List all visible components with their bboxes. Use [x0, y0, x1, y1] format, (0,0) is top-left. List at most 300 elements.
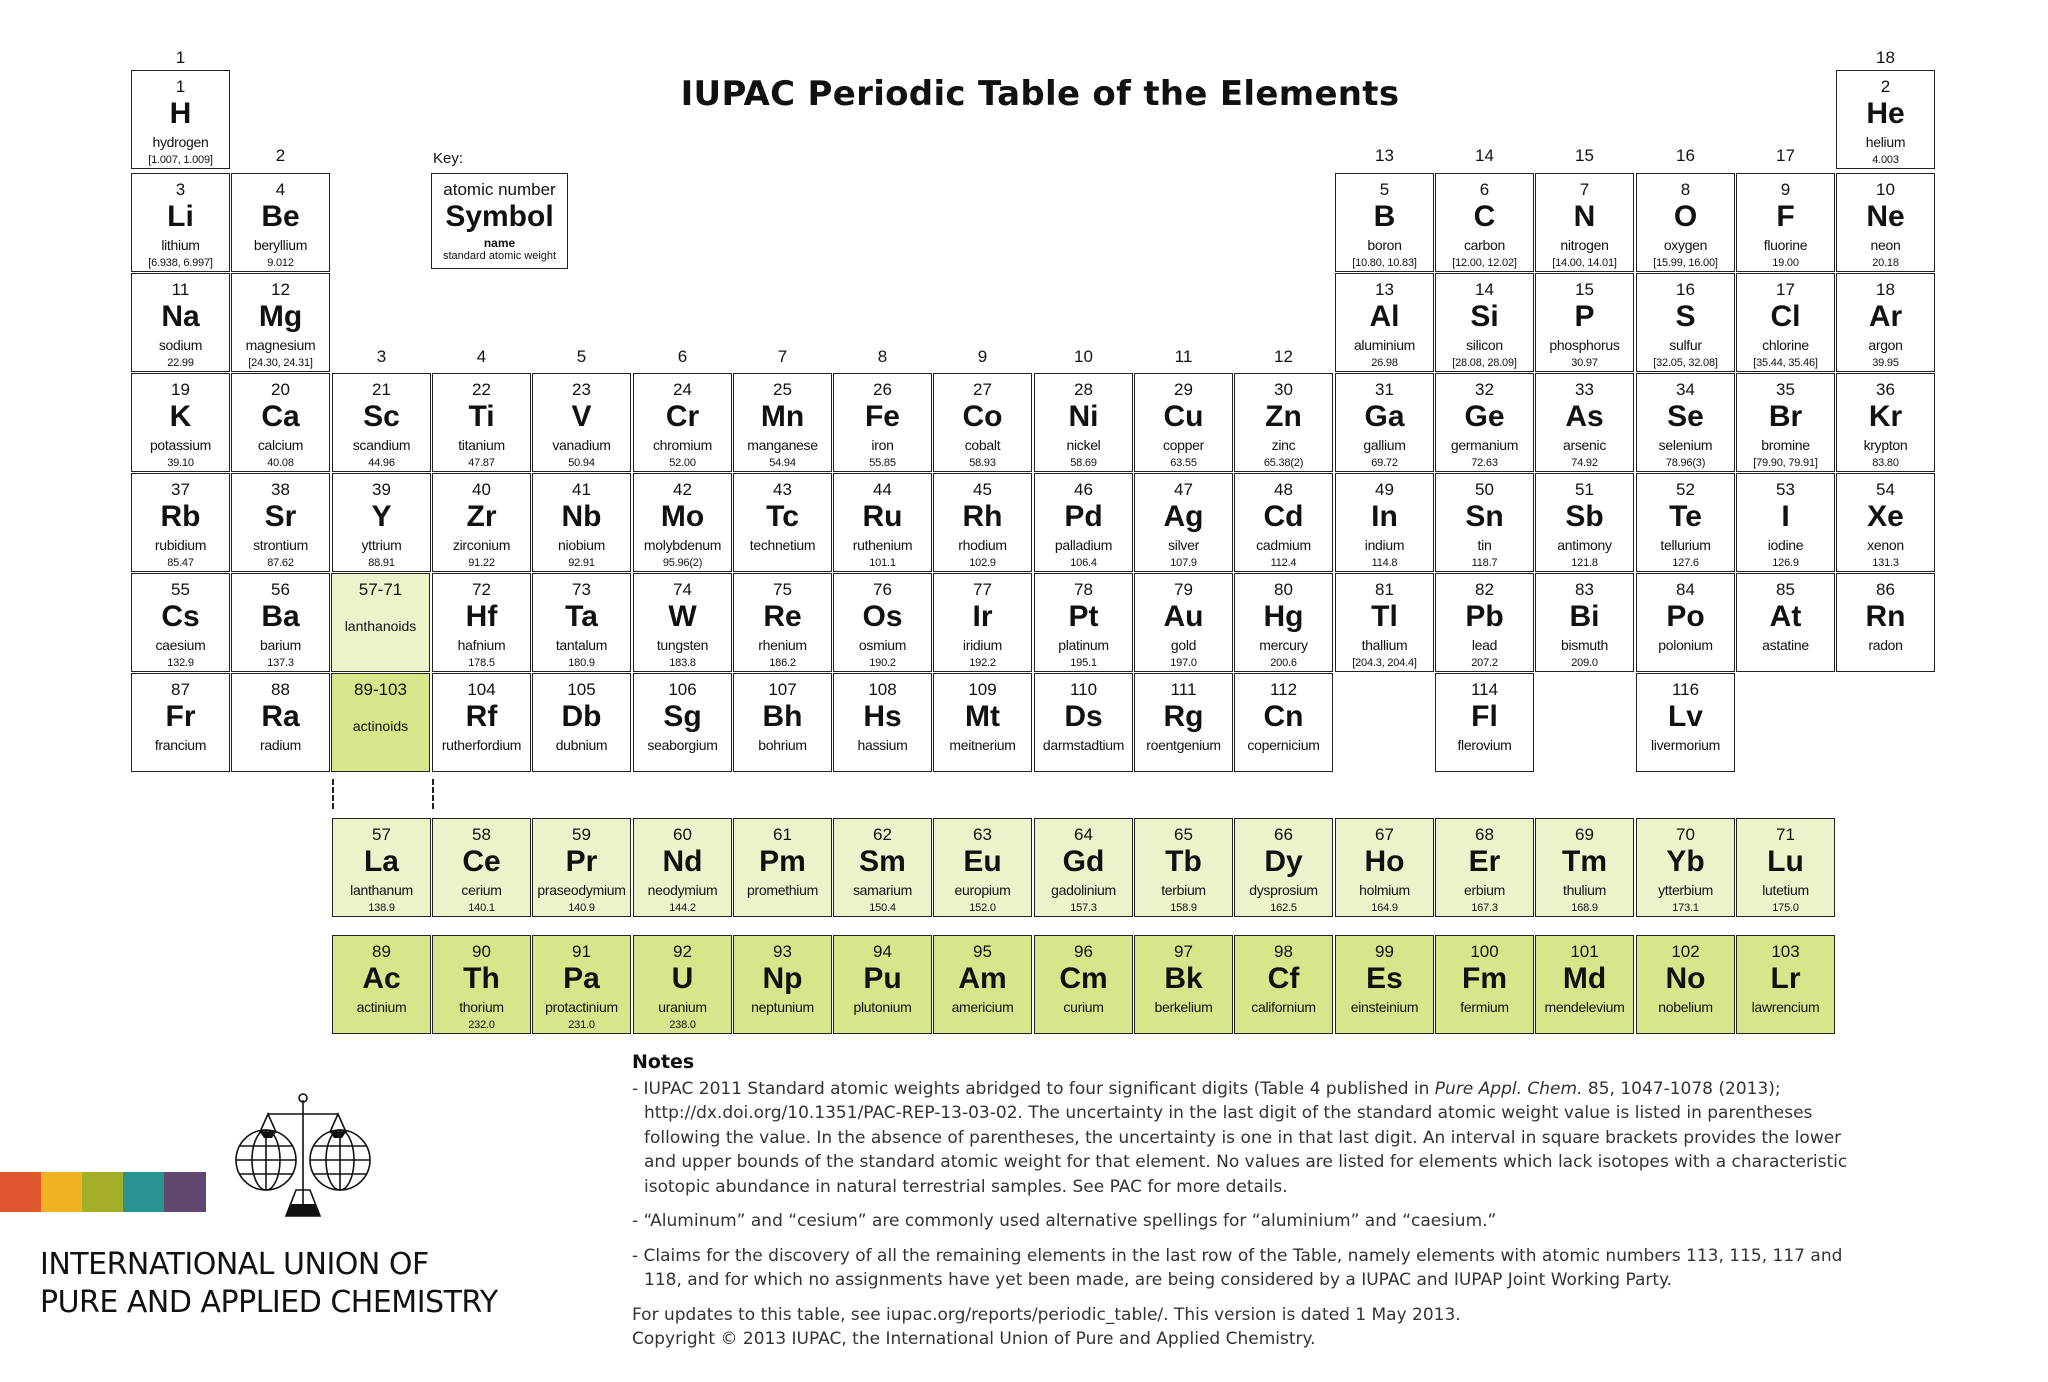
- element-name: holmium: [1359, 882, 1410, 898]
- element-cell-re: [733, 573, 832, 672]
- element-symbol: B: [1373, 200, 1396, 233]
- element-name: calcium: [257, 437, 304, 453]
- atomic-weight: 26.98: [1371, 357, 1398, 369]
- group-number-label: 18: [1876, 48, 1895, 67]
- element-symbol: Lr: [1770, 962, 1801, 995]
- element-symbol: Th: [463, 962, 500, 995]
- atomic-number: 105: [567, 680, 596, 699]
- atomic-number: 80: [1274, 580, 1293, 599]
- atomic-number: 84: [1676, 580, 1695, 599]
- element-cell-at: [1736, 573, 1835, 672]
- atomic-number: 29: [1174, 380, 1193, 399]
- atomic-weight: 47.87: [468, 457, 495, 469]
- element-name: strontium: [253, 537, 308, 553]
- atomic-number: 46: [1074, 480, 1093, 499]
- element-cell-y: [332, 473, 431, 572]
- element-cell-h: [131, 70, 230, 169]
- atomic-number: 73: [572, 580, 591, 599]
- element-name: manganese: [747, 437, 818, 453]
- atomic-weight: 78.96(3): [1665, 457, 1706, 469]
- element-symbol: Ra: [261, 700, 300, 733]
- atomic-number: 9: [1780, 180, 1791, 199]
- atomic-weight: 140.9: [568, 902, 595, 914]
- element-name: magnesium: [245, 337, 316, 353]
- atomic-weight: 164.9: [1371, 902, 1398, 914]
- element-cell-cf: [1234, 935, 1333, 1034]
- note-1-journal: Pure Appl. Chem.: [1434, 1078, 1583, 1099]
- element-cell-sm: [833, 818, 932, 917]
- element-name: osmium: [858, 637, 907, 653]
- atomic-number: 112: [1269, 680, 1298, 699]
- element-name: vanadium: [552, 437, 611, 453]
- element-name: platinum: [1058, 637, 1109, 653]
- element-name: hydrogen: [152, 134, 209, 150]
- element-cell-lu: [1736, 818, 1835, 917]
- element-symbol: Tl: [1371, 600, 1398, 633]
- atomic-weight: [28.08, 28.09]: [1452, 357, 1517, 369]
- element-name: neon: [1870, 237, 1901, 253]
- element-cell-tm: [1535, 818, 1634, 917]
- atomic-weight: 95.96(2): [662, 557, 703, 569]
- atomic-number: 11: [171, 280, 190, 299]
- element-cell-mo: [633, 473, 732, 572]
- element-cell-w: [633, 573, 732, 672]
- key-symbol: Symbol: [445, 200, 554, 233]
- atomic-number: 87: [171, 680, 190, 699]
- element-cell-hs: [833, 673, 932, 772]
- element-name: molybdenum: [643, 537, 722, 553]
- element-name: americium: [951, 999, 1014, 1015]
- element-name: chlorine: [1762, 337, 1809, 353]
- atomic-weight: 20.18: [1872, 257, 1899, 269]
- element-cell-np: [733, 935, 832, 1034]
- atomic-weight: 22.99: [167, 357, 194, 369]
- atomic-weight: 200.6: [1270, 657, 1297, 669]
- atomic-number: 99: [1375, 942, 1394, 961]
- atomic-number: 13: [1375, 280, 1394, 299]
- element-name: dubnium: [555, 737, 608, 753]
- element-cell-yb: [1636, 818, 1735, 917]
- atomic-weight: 85.47: [167, 557, 194, 569]
- element-cell-v: [532, 373, 631, 472]
- atomic-weight: 183.8: [669, 657, 696, 669]
- atomic-number: 65: [1174, 825, 1193, 844]
- element-symbol: Os: [862, 600, 903, 633]
- element-name: rhodium: [958, 537, 1007, 553]
- element-name: tellurium: [1660, 537, 1711, 553]
- element-name: fluorine: [1763, 237, 1808, 253]
- atomic-number: 27: [973, 380, 992, 399]
- element-name: iodine: [1767, 537, 1804, 553]
- element-symbol: Zn: [1265, 400, 1302, 433]
- atomic-number: 52: [1676, 480, 1695, 499]
- element-symbol: Rn: [1865, 600, 1906, 633]
- element-cell-as: [1535, 373, 1634, 472]
- atomic-number: 106: [668, 680, 697, 699]
- element-cell-s: [1636, 273, 1735, 372]
- element-symbol: Am: [958, 962, 1007, 995]
- atomic-number: 83: [1575, 580, 1594, 599]
- element-name: beryllium: [253, 237, 308, 253]
- element-cell-xe: [1836, 473, 1935, 572]
- element-cell-fr: [131, 673, 230, 772]
- element-name: lawrencium: [1751, 999, 1820, 1015]
- element-symbol: Au: [1163, 600, 1204, 633]
- atomic-number: 107: [768, 680, 797, 699]
- element-cell-o: [1636, 173, 1735, 272]
- atomic-number: 22: [472, 380, 491, 399]
- element-symbol: Pt: [1068, 600, 1099, 633]
- element-name: plutonium: [853, 999, 912, 1015]
- element-symbol: Cn: [1263, 700, 1304, 733]
- atomic-weight: 54.94: [769, 457, 796, 469]
- element-name: californium: [1251, 999, 1316, 1015]
- element-symbol: Cs: [161, 600, 200, 633]
- atomic-weight: 231.0: [568, 1019, 595, 1031]
- atomic-number: 56: [271, 580, 290, 599]
- group-number-label: 1: [175, 48, 186, 67]
- group-number-label: 6: [677, 347, 688, 366]
- element-name: darmstadtium: [1042, 737, 1125, 753]
- element-symbol: I: [1781, 500, 1790, 533]
- group-number-label: 17: [1776, 146, 1795, 165]
- atomic-number: 63: [973, 825, 992, 844]
- atomic-weight: 157.3: [1070, 902, 1097, 914]
- color-stripe-5: [164, 1172, 206, 1212]
- atomic-weight: 192.2: [969, 657, 996, 669]
- element-name: hassium: [857, 737, 908, 753]
- atomic-weight: 158.9: [1170, 902, 1197, 914]
- element-name: erbium: [1464, 882, 1505, 898]
- atomic-number: 104: [467, 680, 496, 699]
- element-symbol: Bk: [1164, 962, 1203, 995]
- element-name: neptunium: [751, 999, 814, 1015]
- atomic-weight: 88.91: [368, 557, 395, 569]
- element-name: thorium: [459, 999, 504, 1015]
- element-symbol: Pd: [1064, 500, 1103, 533]
- element-symbol: Be: [261, 200, 300, 233]
- element-symbol: Eu: [963, 845, 1002, 878]
- atomic-weight: 121.8: [1571, 557, 1598, 569]
- element-symbol: Zr: [466, 500, 497, 533]
- group-number-label: 5: [576, 347, 587, 366]
- element-name: europium: [954, 882, 1011, 898]
- element-name: oxygen: [1663, 237, 1708, 253]
- element-symbol: Bi: [1569, 600, 1600, 633]
- element-cell-ni: [1034, 373, 1133, 472]
- atomic-weight: 106.4: [1070, 557, 1097, 569]
- element-symbol: Kr: [1868, 400, 1903, 433]
- element-name: palladium: [1054, 537, 1113, 553]
- element-cell-be: [231, 173, 330, 272]
- element-cell-ds: [1034, 673, 1133, 772]
- atomic-number: 38: [271, 480, 290, 499]
- atomic-number: 68: [1475, 825, 1494, 844]
- atomic-number: 14: [1475, 280, 1494, 299]
- element-cell-ir: [933, 573, 1032, 672]
- atomic-weight: 132.9: [167, 657, 194, 669]
- element-cell-se: [1636, 373, 1735, 472]
- atomic-weight: 92.91: [568, 557, 595, 569]
- connector-dash-left: [332, 779, 334, 809]
- element-cell-ar: [1836, 273, 1935, 372]
- element-symbol: In: [1371, 500, 1398, 533]
- atomic-weight: [1.007, 1.009]: [148, 154, 213, 166]
- element-cell-hf: [432, 573, 531, 672]
- atomic-weight: 238.0: [669, 1019, 696, 1031]
- atomic-number: 26: [873, 380, 892, 399]
- element-cell-ca: [231, 373, 330, 472]
- element-cell-li: [131, 173, 230, 272]
- element-name: flerovium: [1457, 737, 1512, 753]
- key-name: name: [483, 236, 516, 250]
- element-name: lanthanum: [350, 882, 413, 898]
- element-symbol: N: [1573, 200, 1596, 233]
- atomic-number: 61: [773, 825, 792, 844]
- element-cell-hg: [1234, 573, 1333, 672]
- element-symbol: Ir: [972, 600, 993, 633]
- group-number-label: 9: [977, 347, 988, 366]
- color-stripe-4: [123, 1172, 165, 1212]
- element-cell-p: [1535, 273, 1634, 372]
- atomic-weight: 131.3: [1872, 557, 1899, 569]
- atomic-weight: 87.62: [267, 557, 294, 569]
- atomic-number: 71: [1776, 825, 1795, 844]
- note-updates: For updates to this table, see iupac.org/reports/periodic_table/. This version is dated 1 May 2013.: [632, 1304, 1461, 1325]
- element-name: antimony: [1557, 537, 1612, 553]
- element-cell-tc: [733, 473, 832, 572]
- element-symbol: Yb: [1666, 845, 1705, 878]
- note-discovery-claims: - Claims for the discovery of all the remaining elements in the last row of the Table, namely elements with atomic numbers 113, 115, 117 and 118, and for which no assignments have yet been made, are being considered by a IUPAC and IUPAP Joint Working Party.: [632, 1245, 1843, 1290]
- element-name: aluminium: [1353, 337, 1416, 353]
- element-name: nitrogen: [1560, 237, 1609, 253]
- element-name: phosphorus: [1549, 337, 1620, 353]
- atomic-number: 59: [572, 825, 591, 844]
- atomic-number: 10: [1876, 180, 1895, 199]
- element-name: cerium: [461, 882, 502, 898]
- element-symbol: U: [671, 962, 694, 995]
- element-symbol: Ga: [1364, 400, 1405, 433]
- element-cell-es: [1335, 935, 1434, 1034]
- element-cell-os: [833, 573, 932, 672]
- element-symbol: Na: [161, 300, 200, 333]
- atomic-number: 94: [873, 942, 892, 961]
- element-name: rhenium: [758, 637, 807, 653]
- atomic-number: 37: [171, 480, 190, 499]
- element-symbol: Ar: [1868, 300, 1903, 333]
- element-name: samarium: [852, 882, 913, 898]
- element-symbol: Sb: [1565, 500, 1604, 533]
- element-cell-eu: [933, 818, 1032, 917]
- element-cell-ta: [532, 573, 631, 672]
- element-name: krypton: [1863, 437, 1908, 453]
- atomic-number: 55: [171, 580, 190, 599]
- atomic-number: 67: [1375, 825, 1394, 844]
- element-name: bohrium: [758, 737, 807, 753]
- element-name: germanium: [1450, 437, 1519, 453]
- atomic-number: 72: [472, 580, 491, 599]
- group-number-label: 15: [1575, 146, 1594, 165]
- atomic-weight: 232.0: [468, 1019, 495, 1031]
- element-cell-na: [131, 273, 230, 372]
- element-name: nobelium: [1658, 999, 1713, 1015]
- element-cell-pu: [833, 935, 932, 1034]
- atomic-weight: 19.00: [1772, 257, 1799, 269]
- element-cell-ru: [833, 473, 932, 572]
- element-cell-sc: [332, 373, 431, 472]
- element-cell-k: [131, 373, 230, 472]
- element-symbol: Cr: [665, 400, 700, 433]
- element-symbol: Tb: [1165, 845, 1202, 878]
- atomic-number: 44: [873, 480, 892, 499]
- atomic-weight: 144.2: [669, 902, 696, 914]
- atomic-number: 57: [372, 825, 391, 844]
- atomic-number: 78: [1074, 580, 1093, 599]
- atomic-number: 51: [1575, 480, 1594, 499]
- atomic-number: 40: [472, 480, 491, 499]
- element-name: tin: [1477, 537, 1492, 553]
- atomic-weight: 207.2: [1471, 657, 1498, 669]
- element-name: indium: [1364, 537, 1405, 553]
- atomic-weight: [24.30, 24.31]: [248, 357, 313, 369]
- atomic-weight: 55.85: [869, 457, 896, 469]
- atomic-weight: 138.9: [368, 902, 395, 914]
- atomic-number: 74: [673, 580, 692, 599]
- element-cell-er: [1435, 818, 1534, 917]
- atomic-number: 1: [175, 77, 186, 96]
- atomic-number: 3: [175, 180, 186, 199]
- element-symbol: Si: [1470, 300, 1499, 333]
- element-cell-fe: [833, 373, 932, 472]
- atomic-weight: 167.3: [1471, 902, 1498, 914]
- element-cell-cs: [131, 573, 230, 672]
- atomic-number: 82: [1475, 580, 1494, 599]
- note-1-text: - IUPAC 2011 Standard atomic weights abridged to four significant digits (Table 4 published in: [632, 1078, 1435, 1099]
- element-symbol: Fl: [1471, 700, 1498, 733]
- element-cell-cu: [1134, 373, 1233, 472]
- atomic-weight: 40.08: [267, 457, 294, 469]
- element-name: carbon: [1463, 237, 1505, 253]
- element-symbol: Ca: [261, 400, 300, 433]
- element-cell-bk: [1134, 935, 1233, 1034]
- element-symbol: Sc: [363, 400, 400, 433]
- element-name: ruthenium: [852, 537, 913, 553]
- element-symbol: Md: [1562, 962, 1607, 995]
- element-name: bismuth: [1561, 637, 1608, 653]
- element-cell-ga: [1335, 373, 1434, 472]
- page-title: IUPAC Periodic Table of the Elements: [680, 74, 1400, 114]
- atomic-number: 49: [1375, 480, 1394, 499]
- atomic-weight: 44.96: [368, 457, 395, 469]
- element-symbol: Sg: [663, 700, 702, 733]
- note-1-rest: 85, 1047-1078 (2013); http://dx.doi.org/10.1351/PAC-REP-13-03-02. The uncertainty in the last digit of the standard atomic weight value is listed in parentheses following the value. In the absence of parentheses, the uncertainty is one in that last digit. An interval in square brackets provides the lower and upper bounds of the standard atomic weight for that element. No values are listed for elements which lack isotopes with a characteristic isotopic abundance in natural terrestrial samples. See PAC for more details.: [644, 1078, 1848, 1197]
- element-name: dysprosium: [1249, 882, 1318, 898]
- atomic-number: 108: [868, 680, 897, 699]
- element-cell-mt: [933, 673, 1032, 772]
- notes-heading: Notes: [632, 1051, 695, 1073]
- atomic-number: 69: [1575, 825, 1594, 844]
- element-symbol: Bh: [762, 700, 803, 733]
- element-cell-co: [933, 373, 1032, 472]
- element-cell-n: [1535, 173, 1634, 272]
- element-symbol: W: [668, 600, 697, 633]
- atomic-number: 45: [973, 480, 992, 499]
- atomic-number: 31: [1375, 380, 1394, 399]
- element-symbol: Cd: [1263, 500, 1304, 533]
- element-name: francium: [154, 737, 207, 753]
- element-symbol: Cf: [1267, 962, 1300, 995]
- atomic-weight: 190.2: [869, 657, 896, 669]
- element-name: copper: [1162, 437, 1204, 453]
- atomic-weight: 168.9: [1571, 902, 1598, 914]
- element-symbol: Rb: [160, 500, 201, 533]
- atomic-weight: 63.55: [1170, 457, 1197, 469]
- element-cell-nd: [633, 818, 732, 917]
- element-cell-ac: [332, 935, 431, 1034]
- color-stripe-1: [0, 1172, 42, 1212]
- element-name: terbium: [1161, 882, 1206, 898]
- element-name: lithium: [161, 237, 200, 253]
- element-symbol: Mg: [258, 300, 303, 333]
- element-cell-rb: [131, 473, 230, 572]
- atomic-weight: [204.3, 204.4]: [1352, 657, 1417, 669]
- element-name: bromine: [1761, 437, 1810, 453]
- element-name: technetium: [749, 537, 816, 553]
- atomic-weight: 114.8: [1371, 557, 1398, 569]
- element-name: barium: [260, 637, 301, 653]
- element-cell-bi: [1535, 573, 1634, 672]
- element-name: radon: [1868, 637, 1903, 653]
- element-cell-md: [1535, 935, 1634, 1034]
- group-number-label: 11: [1174, 347, 1193, 366]
- element-cell-sn: [1435, 473, 1534, 572]
- element-cell-po: [1636, 573, 1735, 672]
- element-cell-ge: [1435, 373, 1534, 472]
- element-symbol: Pa: [563, 962, 600, 995]
- group-number-label: 2: [275, 146, 286, 165]
- atomic-number: 110: [1069, 680, 1098, 699]
- atomic-number: 53: [1776, 480, 1795, 499]
- element-symbol: Dy: [1264, 845, 1303, 878]
- element-name: titanium: [458, 437, 505, 453]
- element-name: gallium: [1363, 437, 1406, 453]
- atomic-number: 21: [372, 380, 391, 399]
- atomic-number: 116: [1671, 680, 1700, 699]
- element-symbol: Tm: [1562, 845, 1607, 878]
- element-symbol: Ru: [862, 500, 903, 533]
- element-name: roentgenium: [1146, 737, 1221, 753]
- element-symbol: Ni: [1068, 400, 1099, 433]
- element-symbol: Pb: [1465, 600, 1504, 633]
- atomic-number: 81: [1375, 580, 1394, 599]
- atomic-number: 36: [1876, 380, 1895, 399]
- atomic-number: 25: [773, 380, 792, 399]
- atomic-number: 43: [773, 480, 792, 499]
- element-cell-la: [332, 818, 431, 917]
- atomic-weight: 209.0: [1571, 657, 1598, 669]
- element-name: boron: [1367, 237, 1402, 253]
- element-cell-cn: [1234, 673, 1333, 772]
- atomic-weight: 69.72: [1371, 457, 1398, 469]
- element-symbol: Db: [561, 700, 602, 733]
- element-symbol: Hf: [465, 600, 498, 633]
- element-cell-nb: [532, 473, 631, 572]
- element-cell-au: [1134, 573, 1233, 672]
- element-cell-ba: [231, 573, 330, 672]
- element-cell-cd: [1234, 473, 1333, 572]
- element-cell-mn: [733, 373, 832, 472]
- element-symbol: Mn: [760, 400, 805, 433]
